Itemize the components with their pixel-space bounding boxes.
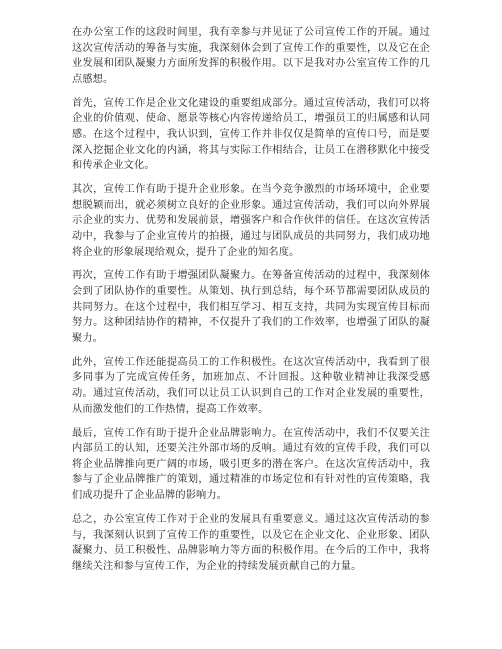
- document-page: [72, 25, 430, 583]
- paragraph-corporate-culture: 首先，宣传工作是企业文化建设的重要组成部分。通过宣传活动，我们可以将企业的价值观、使命、愿景等核心内容传递给员工，增强员工的归属感和认同感。在这个过程中，我认识到，宣传工作并非仅仅是简单的宣传口号，而是要深入挖掘企业文化的内涵，将其与实际工作相结合，让员工在潜移默化中接受和传承企业文化。: [72, 97, 430, 172]
- paragraph-brand-influence: 最后，宣传工作有助于提升企业品牌影响力。在宣传活动中，我们不仅要关注内部员工的认知，还要关注外部市场的反响。通过有效的宣传手段，我们可以将企业品牌推向更广阔的市场，吸引更多的潜在客户。在这次宣传活动中，我参与了企业品牌推广的策划，通过精准的市场定位和有针对性的宣传策略，我们成功提升了企业品牌的影响力。: [72, 427, 430, 501]
- paragraph-intro: 在办公室工作的这段时间里，我有幸参与并见证了公司宣传工作的开展。通过这次宣传活动的筹备与实施，我深刻体会到了宣传工作的重要性，以及它在企业发展和团队凝聚力方面所发挥的积极作用。以下是我对办公室宣传工作的几点感想。: [72, 27, 430, 85]
- paragraph-employee-motivation: 此外，宣传工作还能提高员工的工作积极性。在这次宣传活动中，我看到了很多同事为了完成宣传任务，加班加点、不计回报。这种敬业精神让我深受感动。通过宣传活动，我们可以让员工认识到自己的工作对企业发展的重要性，从而激发他们的工作热情，提高工作效率。: [72, 356, 430, 415]
- paragraph-team-cohesion: 再次，宣传工作有助于增强团队凝聚力。在筹备宣传活动的过程中，我深刻体会到了团队协作的重要性。从策划、执行到总结，每个环节都需要团队成员的共同努力。在这个过程中，我们相互学习、相互支持，共同为实现宣传目标而努力。这种团结协作的精神，不仅提升了我们的工作效率，也增强了团队的凝聚力。: [72, 270, 430, 344]
- paragraph-conclusion: 总之，办公室宣传工作对于企业的发展具有重要意义。通过这次宣传活动的参与，我深刻认识到了宣传工作的重要性，以及它在企业文化、企业形象、团队凝聚力、员工积极性、品牌影响力等方面的积极作用。在今后的工作中，我将继续关注和参与宣传工作，为企业的持续发展贡献自己的力量。: [72, 513, 430, 572]
- paragraph-corporate-image: 其次，宣传工作有助于提升企业形象。在当今竞争激烈的市场环境中，企业要想脱颖而出，就必须树立良好的企业形象。通过宣传活动，我们可以向外界展示企业的实力、优势和发展前景，增强客户和合作伙伴的信任。在这次宣传活动中，我参与了企业宣传片的拍摄，通过与团队成员的共同努力，我们成功地将企业的形象展现给观众，提升了企业的知名度。: [72, 184, 430, 258]
